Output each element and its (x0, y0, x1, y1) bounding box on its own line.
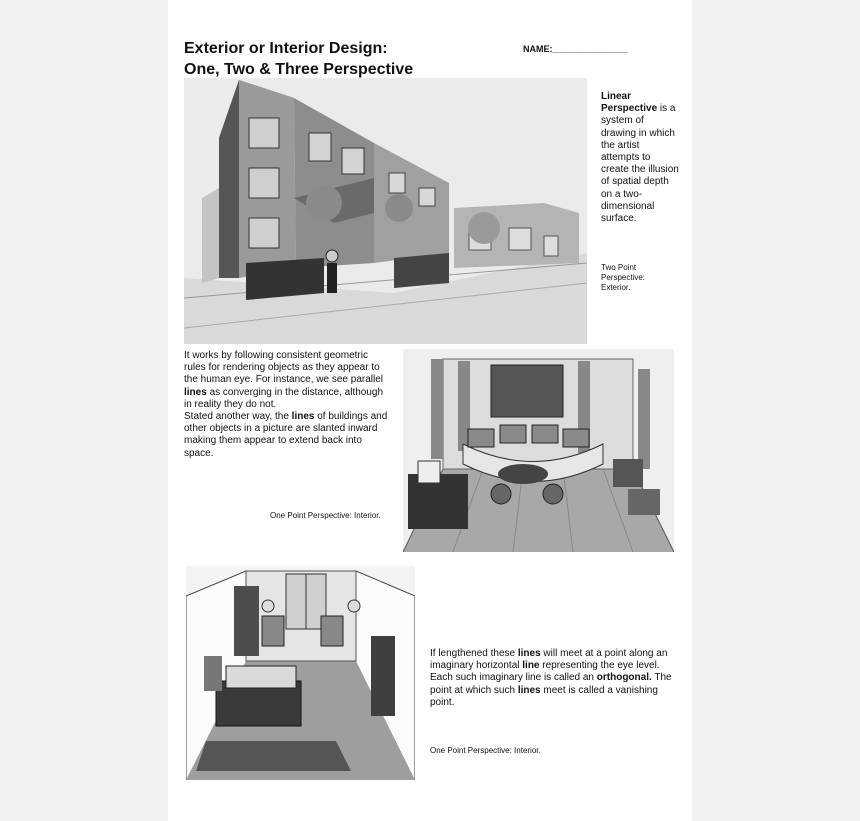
vp-line: line (522, 660, 540, 672)
explanation-p2-c: of buildings and other objects in a picture are slanted inward making them appear to extend back into space. (184, 411, 388, 459)
vp-c: will meet at a point along an imaginary horizontal (430, 648, 668, 672)
vp-a: If lengthened these (430, 648, 518, 659)
living-room-illustration (403, 349, 674, 552)
worksheet-title (184, 38, 413, 80)
vp-i: meet is called a vanishing point. (430, 684, 658, 708)
vp-e: representing the eye level. Each such imaginary line is called an (430, 660, 660, 684)
bedroom-illustration (186, 566, 415, 780)
building-drawing-icon (184, 78, 587, 344)
explanation-p1-c: as converging in the distance, although in reality they do not. (184, 386, 384, 410)
caption-interior-bedroom: One Point Perspective: Interior. (430, 746, 541, 755)
vp-lines-2: lines (517, 684, 541, 696)
definition-body: is a system of drawing in which the artist attempts to create the illusion of spatial depth on a two-dimensional surface. (601, 103, 679, 225)
vanishing-point-text (430, 648, 675, 709)
vp-g: The point at which such (430, 672, 672, 696)
vp-lines-1: lines (517, 648, 541, 659)
definition-text (601, 91, 679, 225)
definition-term: Linear Perspective (601, 91, 658, 115)
explanation-p1-a: It works by following consistent geometric rules for rendering objects as they appear to the human eye. For instance, we see parallel (184, 350, 383, 386)
explanation-text (184, 350, 391, 460)
explanation-p2-lines: lines (291, 411, 315, 423)
caption-exterior: Two Point Perspective: Exterior. (601, 263, 646, 292)
vp-orthogonal: orthogonal. (596, 672, 652, 684)
explanation-p1-lines: lines (184, 386, 207, 398)
caption-interior-living: One Point Perspective: Interior. (270, 511, 381, 520)
exterior-illustration (184, 78, 587, 344)
title-line-2: One, Two & Three Perspective (184, 61, 414, 78)
name-field: NAME:_______________ (523, 44, 628, 54)
living-room-drawing-icon (403, 349, 674, 552)
title-line-1: Exterior or Interior Design: (184, 40, 388, 57)
bedroom-drawing-icon (186, 566, 415, 780)
explanation-p2-a: Stated another way, the (184, 411, 292, 423)
